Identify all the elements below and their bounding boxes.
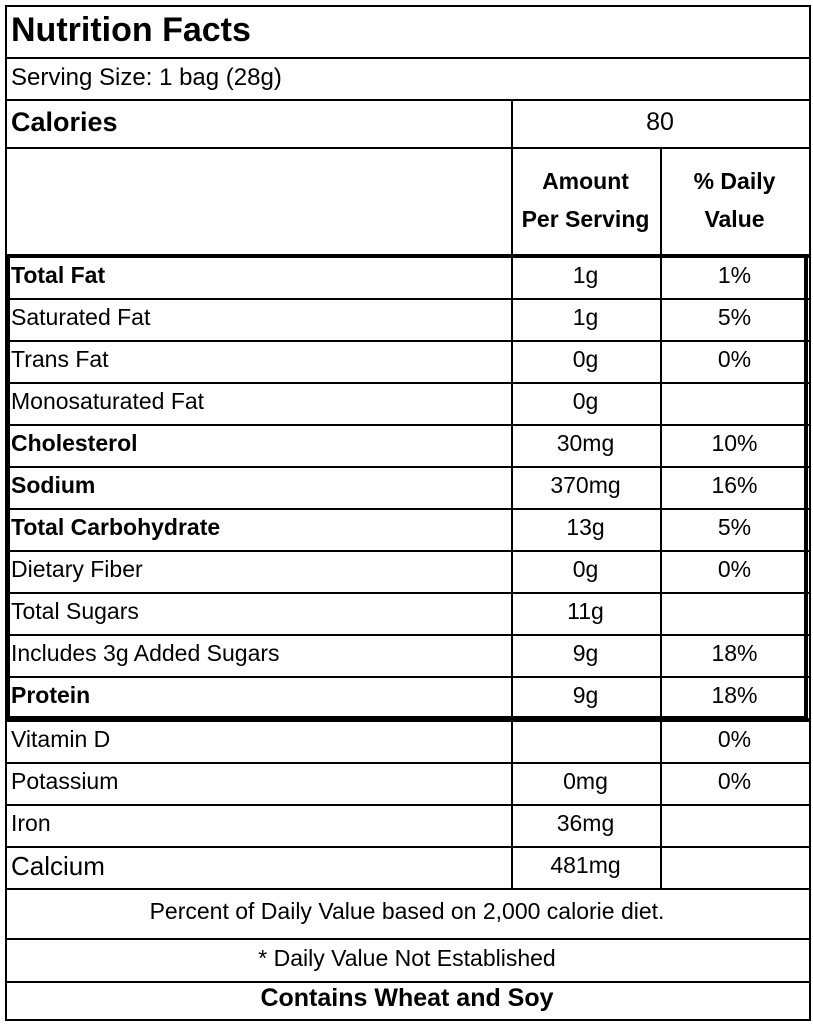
mineral-daily-value: 0% [717,768,752,794]
nutrient-amount: 370mg [550,472,621,498]
mineral-amount: 36mg [556,810,615,836]
nutrient-name: Dietary Fiber [11,556,143,582]
nutrient-daily-value: 5% [717,514,752,540]
mineral-name: Iron [11,810,51,836]
header-amount-line1: Amount [542,168,629,194]
nutrient-amount: 30mg [556,430,615,456]
daily-value-note: Percent of Daily Value based on 2,000 calorie diet. [149,898,665,924]
nutrient-name: Saturated Fat [11,304,151,330]
mineral-name: Vitamin D [11,726,111,752]
header-dv-line1: % Daily [693,168,776,194]
mineral-dv-cell [660,846,811,890]
label-title: Nutrition Facts [11,11,251,49]
nutrient-daily-value: 0% [717,346,752,372]
nutrient-daily-value: 10% [711,430,758,456]
nutrient-dv-cell [660,382,811,426]
mineral-dv-cell [660,804,811,848]
mineral-name: Calcium [11,851,105,881]
nutrient-daily-value: 5% [717,304,752,330]
mineral-daily-value: 0% [717,726,752,752]
not-established-note: * Daily Value Not Established [258,945,556,971]
header-amount-line2: Per Serving [521,206,650,232]
nutrient-amount: 9g [572,682,599,708]
nutrient-name: Protein [11,682,91,708]
mineral-amount: 0mg [563,768,608,794]
nutrient-dv-cell [660,592,811,636]
nutrient-name: Includes 3g Added Sugars [11,640,280,666]
header-dv-cell [660,147,811,256]
mineral-name: Potassium [11,768,119,794]
serving-size: Serving Size: 1 bag (28g) [11,64,282,91]
nutrient-amount: 0g [572,556,599,582]
nutrient-daily-value: 18% [711,682,758,708]
header-dv-line2: Value [704,206,765,232]
nutrient-name: Total Fat [11,262,106,288]
nutrient-amount: 13g [566,514,605,540]
nutrient-daily-value: 0% [717,556,752,582]
header-blank-cell [5,147,513,256]
calories-value: 80 [646,108,674,136]
header-amount-cell [511,147,662,256]
nutrient-amount: 1g [572,304,599,330]
mineral-amount-cell [511,720,662,764]
mineral-amount: 481mg [550,852,621,878]
nutrient-name: Total Sugars [11,598,139,624]
nutrient-name: Sodium [11,472,96,498]
nutrient-amount: 0g [572,346,599,372]
nutrient-amount: 11g [567,598,604,624]
calories-label: Calories [11,107,118,137]
nutrient-daily-value: 16% [711,472,758,498]
nutrient-daily-value: 1% [717,262,752,288]
allergens-statement: Contains Wheat and Soy [260,984,554,1012]
nutrient-amount: 0g [572,388,599,414]
nutrient-name: Cholesterol [11,430,138,456]
nutrient-daily-value: 18% [711,640,758,666]
mineral-name-cell [5,804,513,848]
nutrient-name: Monosaturated Fat [11,388,205,414]
nutrient-amount: 9g [572,640,599,666]
nutrient-name: Total Carbohydrate [11,514,221,540]
nutrient-name: Trans Fat [11,346,109,372]
nutrient-amount: 1g [572,262,599,288]
